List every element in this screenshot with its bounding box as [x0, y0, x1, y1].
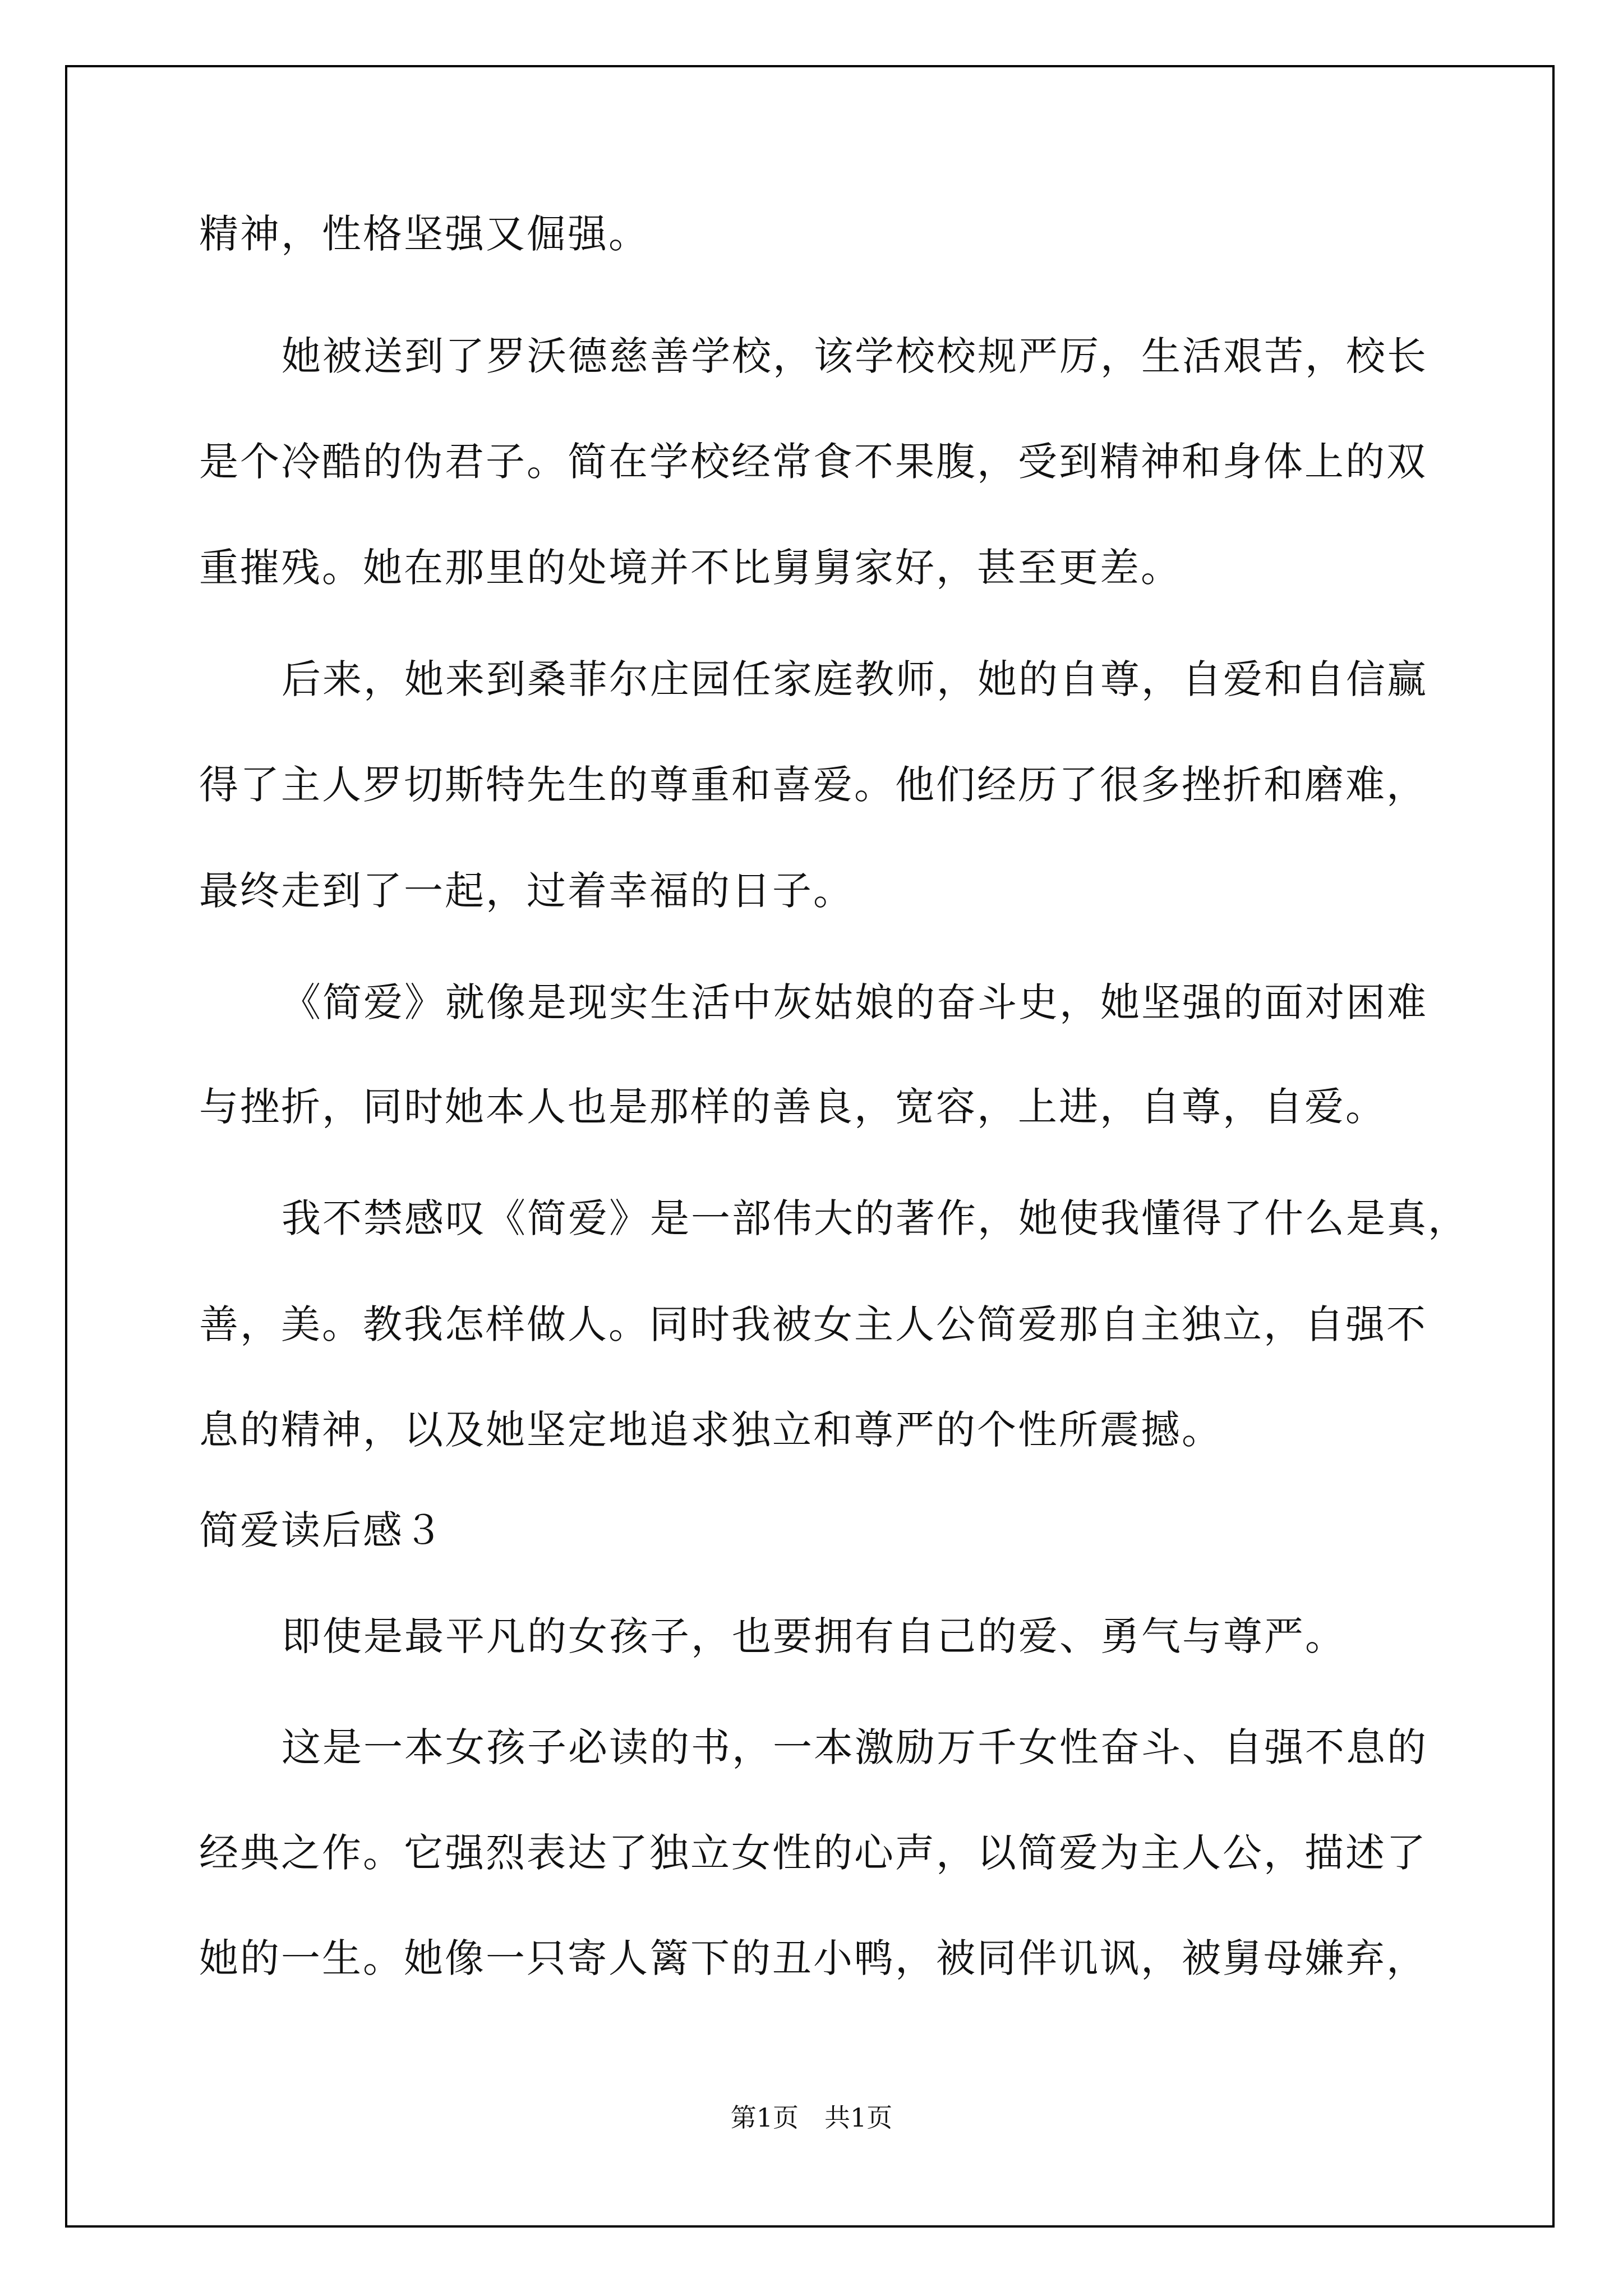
- text-line: 与挫折，同时她本人也是那样的善良，宽容，上进，自尊，自爱。: [199, 1084, 1386, 1130]
- text-line: 息的精神，以及她坚定地追求独立和尊严的个性所震撼。: [199, 1407, 1223, 1453]
- section-heading: 简爱读后感３: [199, 1507, 445, 1553]
- text-line: 后来，她来到桑菲尔庄园任家庭教师，她的自尊，自爱和自信赢: [282, 656, 1428, 702]
- text-line: 善，美。教我怎样做人。同时我被女主人公简爱那自主独立，自强不: [199, 1301, 1427, 1347]
- text-line: 即使是最平凡的女孩子，也要拥有自己的爱、勇气与尊严。: [282, 1613, 1346, 1659]
- text-line: 她被送到了罗沃德慈善学校，该学校校规严厉，生活艰苦，校长: [282, 333, 1428, 379]
- text-line: 经典之作。它强烈表达了独立女性的心声，以简爱为主人公，描述了: [199, 1830, 1427, 1876]
- text-line: 《简爱》就像是现实生活中灰姑娘的奋斗史，她坚强的面对困难: [282, 979, 1428, 1025]
- page-border: [65, 65, 1555, 2228]
- text-line: 我不禁感叹《简爱》是一部伟大的著作，她使我懂得了什么是真，: [282, 1195, 1469, 1241]
- text-line: 重摧残。她在那里的处境并不比舅舅家好，甚至更差。: [199, 545, 1182, 591]
- text-line: 最终走到了一起，过着幸福的日子。: [199, 868, 854, 914]
- text-line: 她的一生。她像一只寄人篱下的丑小鸭，被同伴讥讽，被舅母嫌弃，: [199, 1935, 1427, 1981]
- text-line: 得了主人罗切斯特先生的尊重和喜爱。他们经历了很多挫折和磨难，: [199, 762, 1427, 808]
- page-footer: 第1页 共1页: [730, 2102, 893, 2133]
- text-line: 这是一本女孩子必读的书，一本激励万千女性奋斗、自强不息的: [282, 1724, 1428, 1770]
- text-line: 是个冷酷的伪君子。简在学校经常食不果腹，受到精神和身体上的双: [199, 439, 1427, 485]
- text-line: 精神，性格坚强又倔强。: [199, 211, 649, 257]
